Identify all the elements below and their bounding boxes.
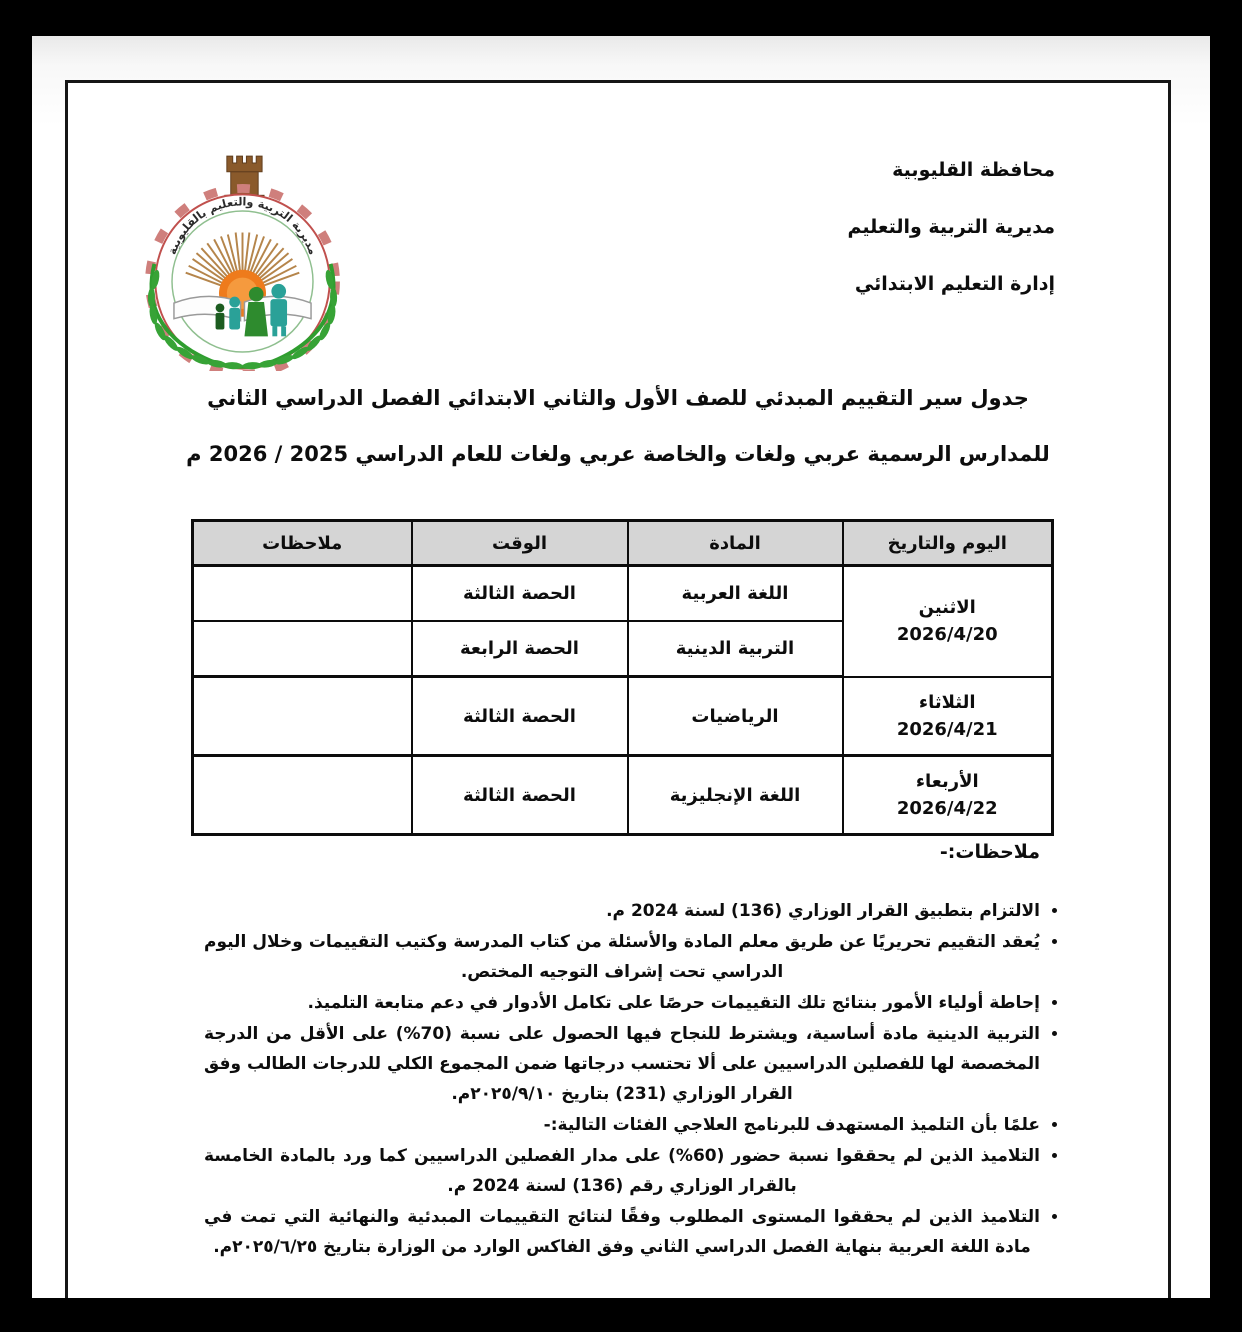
note-item: • التربية الدينية مادة أساسية، ويشترط للنجاح فيها الحصول على نسبة (70%) على الأقل من الدرجة المخصصة لها للفصلين الدراسيين على ألا تحتسب درجاتها ضمن المجموع الكلي للدرجات الطالب وفق القرار الوزاري (231) بتاريخ ٢٠٢٥/٩/١٠م. [200, 1019, 1040, 1109]
subject-cell: اللغة العربية [628, 566, 843, 622]
header-notes: ملاحظات [193, 521, 412, 566]
table-header-row [193, 521, 1053, 566]
note-item: • يُعقد التقييم تحريريًا عن طريق معلم المادة والأسئلة من كتاب المدرسة وكتيب التقييمات وخلال اليوم الدراسي تحت إشراف التوجيه المختص. [200, 927, 1040, 987]
document-page [32, 36, 1210, 1298]
document-title [68, 386, 1168, 466]
note-item: • الالتزام بتطبيق القرار الوزاري (136) لسنة 2024 م. [200, 896, 1040, 926]
directorate-logo [125, 143, 360, 371]
day-name: الاثنين [918, 597, 976, 619]
header-subject: المادة [628, 521, 843, 566]
table-row [193, 677, 1053, 756]
day-date: 2026/4/20 [896, 624, 998, 646]
directorate-logo-graphic [125, 143, 360, 371]
day-name: الثلاثاء [918, 691, 976, 713]
note-item: • علمًا بأن التلميذ المستهدف للبرنامج العلاجي الفئات التالية:- [200, 1110, 1040, 1140]
subject-cell: اللغة الإنجليزية [628, 756, 843, 835]
day-name: الأربعاء [915, 771, 979, 792]
table-row [193, 756, 1053, 835]
notes-cell [193, 677, 412, 756]
time-cell: الحصة الثالثة [412, 566, 628, 622]
logo-curved-text: مديرية التربية والتعليم بالقليوبية [165, 195, 320, 257]
org-header [847, 160, 1055, 331]
org-line-governorate: محافظة القليوبية [892, 159, 1055, 181]
time-cell: الحصة الثالثة [412, 756, 628, 835]
subject-cell: الرياضيات [628, 677, 843, 756]
day-date: 2026/4/21 [896, 718, 998, 740]
subject-cell: التربية الدينية [628, 621, 843, 677]
org-line-directorate: مديرية التربية والتعليم [847, 216, 1055, 238]
note-item: • التلاميذ الذين لم يحققوا المستوى المطلوب وفقًا لنتائج التقييمات المبدئية والنهائية التي تمت في مادة اللغة العربية بنهاية الفصل الدراسي الثاني وفق الفاكس الوارد من الوزارة بتاريخ ٢٠٢٥/٦/٢٥م. [200, 1202, 1040, 1262]
time-cell: الحصة الرابعة [412, 621, 628, 677]
time-cell: الحصة الثالثة [412, 677, 628, 756]
notes-heading: ملاحظات:- [939, 841, 1040, 863]
notes-cell [193, 756, 412, 835]
title-line-1: جدول سير التقييم المبدئي للصف الأول والثاني الابتدائي الفصل الدراسي الثاني [207, 386, 1029, 410]
notes-cell [193, 566, 412, 622]
header-day-date: اليوم والتاريخ [843, 521, 1053, 566]
day-cell-monday [843, 566, 1053, 677]
title-line-2: للمدارس الرسمية عربي ولغات والخاصة عربي ولغات للعام الدراسي 2025 / 2026 م [186, 442, 1050, 466]
note-item: • إحاطة أولياء الأمور بنتائج تلك التقييمات حرصًا على تكامل الأدوار في دعم متابعة التلميذ. [200, 988, 1040, 1018]
header-time: الوقت [412, 521, 628, 566]
notes-list [200, 896, 1066, 1263]
assessment-schedule-table [191, 519, 1054, 836]
notes-cell [193, 621, 412, 677]
org-line-administration: إدارة التعليم الابتدائي [854, 273, 1055, 295]
day-cell-wednesday [843, 756, 1053, 835]
day-cell-tuesday [843, 677, 1053, 756]
note-item: • التلاميذ الذين لم يحققوا نسبة حضور (60%) على مدار الفصلين الدراسيين كما ورد بالمادة الخامسة بالقرار الوزاري رقم (136) لسنة 2024 م. [200, 1141, 1040, 1201]
table-row [193, 566, 1053, 622]
document-border-frame [65, 80, 1171, 1298]
day-date: 2026/4/22 [896, 798, 998, 819]
